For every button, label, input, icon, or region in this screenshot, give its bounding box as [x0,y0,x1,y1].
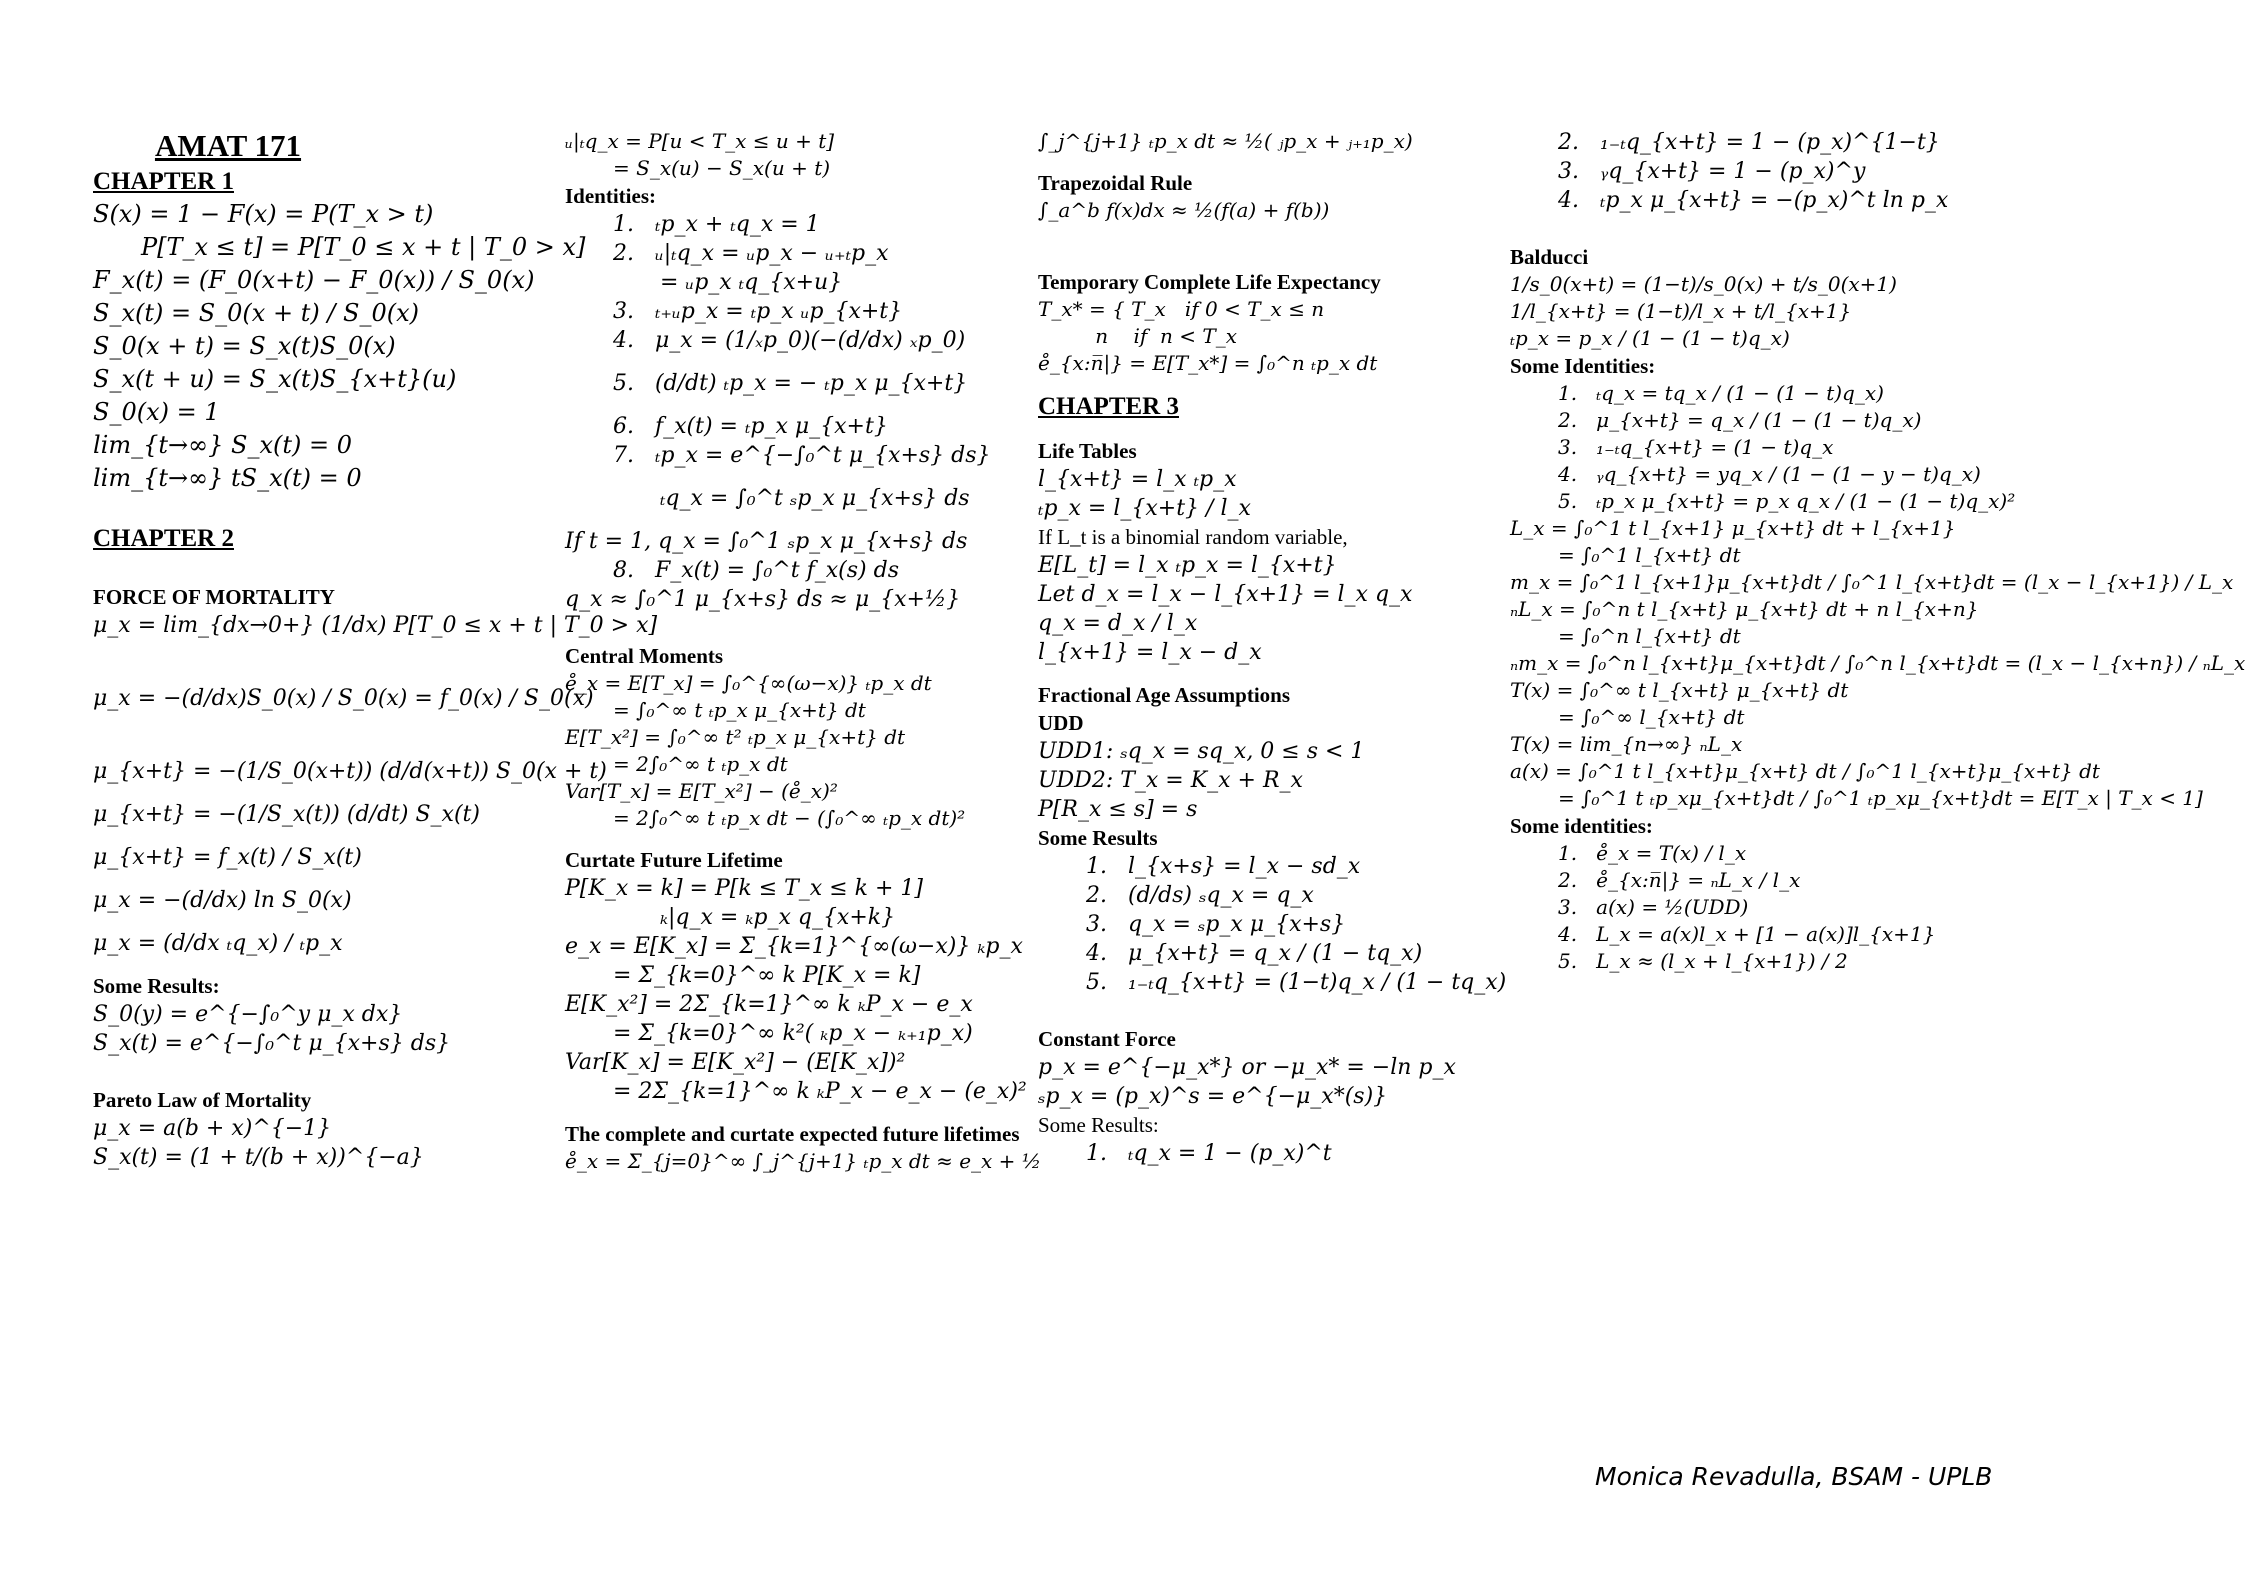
formula: 2. e̊_{x:n̅|} = ₙL_x / l_x [1558,868,1801,892]
formula: q_x = d_x / l_x [1038,611,1198,636]
formula: = S_x(u) − S_x(u + t) [613,156,831,180]
formula: μ_x = lim_{dx→0+} (1/dx) P[T_0 ≤ x + t | T_0 > x] [93,613,658,638]
formula: p_x = e^{−μ_x*} or −μ_x* = −ln p_x [1038,1055,1456,1080]
formula: 5. L_x ≈ (l_x + l_{x+1}) / 2 [1558,949,1848,973]
formula: ₙL_x = ∫₀^n t l_{x+t} μ_{x+t} dt + n l_{x+n} [1510,597,1979,621]
formula: l_{x+1} = l_x − d_x [1038,640,1262,665]
formula: l_{x+t} = l_x ₜp_x [1038,467,1237,492]
formula: μ_x = −(d/dx) ln S_0(x) [93,888,352,913]
section-heading: Central Moments [565,644,724,668]
section-heading: Balducci [1510,245,1589,269]
chapter-1-heading: CHAPTER 1 [93,168,234,195]
section-heading: UDD [1038,711,1084,735]
formula: 4. μ_x = (1/ₓp_0)(−(d/dx) ₓp_0) [613,328,966,353]
formula: T(x) = ∫₀^∞ t l_{x+t} μ_{x+t} dt [1510,678,1849,702]
formula: e̊_{x:n̅|} = E[T_x*] = ∫₀^n ₜp_x dt [1038,351,1378,375]
formula: L_x = ∫₀^1 t l_{x+1} μ_{x+t} dt + l_{x+1} [1510,516,1956,540]
formula: T(x) = lim_{n→∞} ₙL_x [1510,732,1743,756]
section-heading: Some Results [1038,826,1158,850]
formula: e_x = E[K_x] = Σ_{k=1}^{∞(ω−x)} ₖp_x [565,934,1023,959]
section-heading: FORCE OF MORTALITY [93,585,335,609]
formula: 1/l_{x+t} = (1−t)/l_x + t/l_{x+1} [1510,299,1852,323]
document-title: AMAT 171 [154,128,302,163]
formula: = 2Σ_{k=1}^∞ k ₖP_x − e_x − (e_x)² [613,1079,1027,1104]
formula: P[T_x ≤ t] = P[T_0 ≤ x + t | T_0 > x] [141,233,586,261]
section-heading: Fractional Age Assumptions [1038,683,1291,707]
note-text: If L_t is a binomial random variable, [1038,525,1348,549]
chapter-3-heading: CHAPTER 3 [1038,393,1179,420]
formula: μ_{x+t} = f_x(t) / S_x(t) [93,845,362,870]
section-heading: The complete and curtate expected future lifetimes [565,1122,1020,1146]
column-2 [565,128,1042,1175]
formula: = ∫₀^1 l_{x+t} dt [1558,543,1741,567]
column-3 [1038,128,1518,1168]
formula: ₖ|q_x = ₖp_x q_{x+k} [660,905,896,930]
section-heading: Life Tables [1038,439,1137,463]
formula: m_x = ∫₀^1 l_{x+1}μ_{x+t}dt / ∫₀^1 l_{x+t}dt = (l_x − l_{x+1}) / L_x [1510,570,2234,594]
formula: S_x(t + u) = S_x(t)S_{x+t}(u) [93,365,457,393]
formula: S(x) = 1 − F(x) = P(T_x > t) [93,200,434,228]
formula: 2. ᵤ|ₜq_x = ᵤp_x − ᵤ₊ₜp_x [613,241,889,266]
formula: n if n < T_x [1038,324,1238,348]
formula: ₜp_x = l_{x+t} / l_x [1038,496,1251,521]
formula: 3. ᵧq_{x+t} = 1 − (p_x)^y [1558,159,1866,184]
formula: P[R_x ≤ s] = s [1038,797,1198,822]
formula: e̊_x = E[T_x] = ∫₀^{∞(ω−x)} ₜp_x dt [565,671,932,695]
formula: μ_x = (d/dx ₜq_x) / ₜp_x [93,931,343,956]
formula: P[K_x = k] = P[k ≤ T_x ≤ k + 1] [565,876,923,901]
formula: μ_{x+t} = −(1/S_0(x+t)) (d/d(x+t)) S_0(x + t) [93,759,607,784]
formula: S_0(x) = 1 [93,398,220,426]
formula: If t = 1, q_x = ∫₀^1 ₛp_x μ_{x+s} ds [565,529,968,554]
formula: 3. ₜ₊ᵤp_x = ₜp_x ᵤp_{x+t} [613,299,903,324]
chapter-2-heading: CHAPTER 2 [93,525,234,552]
formula: 1. ₜq_x = tq_x / (1 − (1 − t)q_x) [1558,381,1884,405]
formula: q_x ≈ ∫₀^1 μ_{x+s} ds ≈ μ_{x+½} [565,587,961,612]
formula: 1. ₜp_x + ₜq_x = 1 [613,212,820,237]
formula: a(x) = ∫₀^1 t l_{x+t}μ_{x+t} dt / ∫₀^1 l_{x+t}μ_{x+t} dt [1510,759,2100,783]
section-heading: Some identities: [1510,814,1653,838]
formula: UDD2: T_x = K_x + R_x [1038,768,1303,793]
formula: 6. f_x(t) = ₜp_x μ_{x+t} [613,414,888,439]
formula: S_0(y) = e^{−∫₀^y μ_x dx} [93,1002,403,1027]
formula: 2. (d/ds) ₛq_x = q_x [1086,883,1314,908]
formula: μ_x = a(b + x)^{−1} [93,1116,332,1141]
formula: lim_{t→∞} tS_x(t) = 0 [93,464,362,492]
formula: ₙm_x = ∫₀^n l_{x+t}μ_{x+t}dt / ∫₀^n l_{x+t}dt = (l_x − l_{x+n}) / ₙL_x [1510,651,2245,675]
formula: 1. e̊_x = T(x) / l_x [1558,841,1747,865]
formula: = ∫₀^1 t ₜp_xμ_{x+t}dt / ∫₀^1 ₜp_xμ_{x+t}dt = E[T_x | T_x < 1] [1558,786,2203,810]
formula: = ᵤp_x ₜq_{x+u} [660,270,843,295]
formula: UDD1: ₛq_x = sq_x, 0 ≤ s < 1 [1038,739,1365,764]
formula: Var[K_x] = E[K_x²] − (E[K_x])² [565,1050,906,1075]
formula: ₜp_x = p_x / (1 − (1 − t)q_x) [1510,326,1790,350]
formula: 1. l_{x+s} = l_x − sd_x [1086,854,1361,879]
formula: μ_{x+t} = −(1/S_x(t)) (d/dt) S_x(t) [93,802,480,827]
formula: 1/s_0(x+t) = (1−t)/s_0(x) + t/s_0(x+1) [1510,272,1897,296]
section-heading: Trapezoidal Rule [1038,171,1193,195]
formula: T_x* = { T_x if 0 < T_x ≤ n [1038,297,1325,321]
formula: 3. a(x) = ½(UDD) [1558,895,1749,919]
section-heading: Constant Force [1038,1027,1176,1051]
formula: = ∫₀^n l_{x+t} dt [1558,624,1741,648]
formula: 4. ₜp_x μ_{x+t} = −(p_x)^t ln p_x [1558,188,1949,213]
formula: ₛp_x = (p_x)^s = e^{−μ_x*(s)} [1038,1084,1388,1109]
formula: 5. ₜp_x μ_{x+t} = p_x q_x / (1 − (1 − t)q_x)² [1558,489,2016,513]
formula: 2. μ_{x+t} = q_x / (1 − (1 − t)q_x) [1558,408,1922,432]
formula: S_x(t) = (1 + t/(b + x))^{−a} [93,1145,424,1170]
formula: 8. F_x(t) = ∫₀^t f_x(s) ds [613,558,899,583]
formula: = 2∫₀^∞ t ₜp_x dt − (∫₀^∞ ₜp_x dt)² [613,806,966,830]
section-heading: Temporary Complete Life Expectancy [1038,270,1381,294]
formula: 3. q_x = ₛp_x μ_{x+s} [1086,912,1346,937]
formula: E[K_x²] = 2Σ_{k=1}^∞ k ₖP_x − e_x [565,992,973,1017]
formula: ∫_a^b f(x)dx ≈ ½(f(a) + f(b)) [1038,198,1330,222]
formula: F_x(t) = (F_0(x+t) − F_0(x)) / S_0(x) [93,266,535,294]
formula: S_x(t) = S_0(x + t) / S_0(x) [93,299,420,327]
formula: 5. (d/dt) ₜp_x = − ₜp_x μ_{x+t} [613,371,968,396]
formula: = Σ_{k=0}^∞ k²( ₖp_x − ₖ₊₁p_x) [613,1021,973,1046]
formula: 2. ₁₋ₜq_{x+t} = 1 − (p_x)^{1−t} [1558,130,1940,155]
author-signature: Monica Revadulla, BSAM - UPLB [1595,1462,1993,1491]
formula: ₜq_x = ∫₀^t ₛp_x μ_{x+s} ds [660,486,970,511]
section-heading: Some Results: [93,974,220,998]
formula: 7. ₜp_x = e^{−∫₀^t μ_{x+s} ds} [613,443,991,468]
formula: 4. ᵧq_{x+t} = yq_x / (1 − (1 − y − t)q_x) [1558,462,1981,486]
formula: 4. L_x = a(x)l_x + [1 − a(x)]l_{x+1} [1558,922,1936,946]
section-heading: Pareto Law of Mortality [93,1088,312,1112]
formula: E[L_t] = l_x ₜp_x = l_{x+t} [1038,553,1337,578]
formula: μ_x = −(d/dx)S_0(x) / S_0(x) = f_0(x) / S_0(x) [93,686,594,711]
formula: = ∫₀^∞ l_{x+t} dt [1558,705,1745,729]
formula: Var[T_x] = E[T_x²] − (e̊_x)² [565,779,838,803]
formula: = ∫₀^∞ t ₜp_x μ_{x+t} dt [613,698,866,722]
formula: ∫_j^{j+1} ₜp_x dt ≈ ½( ⱼp_x + ⱼ₊₁p_x) [1038,129,1413,153]
formula: e̊_x = Σ_{j=0}^∞ ∫_j^{j+1} ₜp_x dt ≈ e_x + ½ [565,1149,1042,1173]
formula: 1. ₜq_x = 1 − (p_x)^t [1086,1141,1332,1166]
formula: S_0(x + t) = S_x(t)S_0(x) [93,332,396,360]
column-4 [1510,128,2245,975]
formula: ᵤ|ₜq_x = P[u < T_x ≤ u + t] [565,129,835,153]
section-heading: Some Identities: [1510,354,1656,378]
note-text: Some Results: [1038,1113,1159,1137]
formula: = Σ_{k=0}^∞ k P[K_x = k] [613,963,921,988]
formula: = 2∫₀^∞ t ₜp_x dt [613,752,788,776]
formula: lim_{t→∞} S_x(t) = 0 [93,431,353,459]
section-heading: Identities: [565,184,656,208]
section-heading: Curtate Future Lifetime [565,848,783,872]
formula: 3. ₁₋ₜq_{x+t} = (1 − t)q_x [1558,435,1834,459]
formula: E[T_x²] = ∫₀^∞ t² ₜp_x μ_{x+t} dt [565,725,906,749]
formula: Let d_x = l_x − l_{x+1} = l_x q_x [1038,582,1413,607]
formula: 4. μ_{x+t} = q_x / (1 − tq_x) [1086,941,1423,966]
formula: S_x(t) = e^{−∫₀^t μ_{x+s} ds} [93,1031,451,1056]
formula: 5. ₁₋ₜq_{x+t} = (1−t)q_x / (1 − tq_x) [1086,970,1507,995]
